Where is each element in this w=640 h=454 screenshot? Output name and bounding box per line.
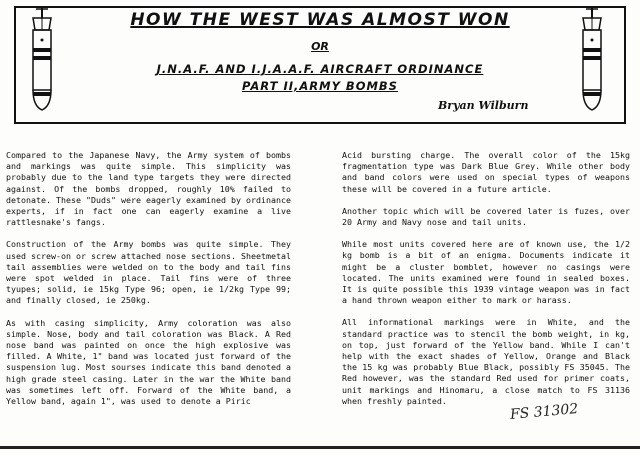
article-part-title: PART II,ARMY BOMBS xyxy=(242,79,398,93)
article-title: HOW THE WEST WAS ALMOST WON xyxy=(130,10,510,30)
paragraph: While most units covered here are of known use, the 1/2 kg bomb is a bit of an enigma. Documents indicate it might be a cluster bomblet, however no casings were located. The units examined were found in sealed boxes. It is quite possible this 1939 vintage weapon was in fact a hand thrown weapon either to mark or harass. xyxy=(342,239,630,306)
paragraph: Construction of the Army bombs was quite simple. They used screw-on or screw attached nose sections. Sheetmetal tail assemblies were welded on to the body and tail fins were spot welded in place. Tail fins were of three tyupes; solid, ie 15kg Type 96; open, ie 1/2kg Type 99; and finally closed, ie 250kg. xyxy=(6,239,291,306)
handwritten-note: FS 31302 xyxy=(509,401,579,423)
left-column xyxy=(6,150,291,418)
paragraph: Compared to the Japanese Navy, the Army system of bombs and markings was quite simple. This simplicity was probably due to the land type targets they were directed against. Of the bombs dropped, roughly 10% failed to detonate. These "Duds" were eagerly examined by ordinance experts, if in fact one can eagerly examine a live rattlesnake's fangs. xyxy=(6,150,291,228)
bomb-icon xyxy=(572,6,612,114)
article-subtitle: J.N.A.F. AND I.J.A.A.F. AIRCRAFT ORDINANCE xyxy=(156,62,484,76)
bomb-icon xyxy=(22,6,62,114)
title-or: OR xyxy=(311,40,329,53)
bottom-rule xyxy=(0,446,640,449)
right-column xyxy=(342,150,630,418)
author-byline: Bryan Wilburn xyxy=(438,99,529,112)
paragraph: As with casing simplicity, Army coloration was also simple. Nose, body and tail coloration was Black. A Red nose band was painted on once the high explosive was filled. A White, 1" band was located just forward of the suspension lug. Most sourses indicate this band denoted a high grade steel casing. Later in the war the White band was sometimes left off. Forward of the White band, a Yellow band, again 1", was used to denote a Piric xyxy=(6,317,291,407)
paragraph: Acid bursting charge. The overall color of the 15kg fragmentation type was Dark Blue Grey. While other body and band colors were used on special types of weapons these will be covered in a future article. xyxy=(342,150,630,194)
paragraph: All informational markings were in White, and the standard practice was to stencil the bomb weight, in kg, on top, just forward of the Yellow band. While I can't help with the exact shades of Yellow, Orange and Black the 15 kg was probably Blue Black, possibly FS 35045. The Red however, was the standard Red used for primer coats, unit markings and Hinomaru, a close match to FS 31136 when freshly painted. xyxy=(342,317,630,406)
paragraph: Another topic which will be covered later is fuzes, over 20 Army and Navy nose and tail units. xyxy=(342,205,630,228)
